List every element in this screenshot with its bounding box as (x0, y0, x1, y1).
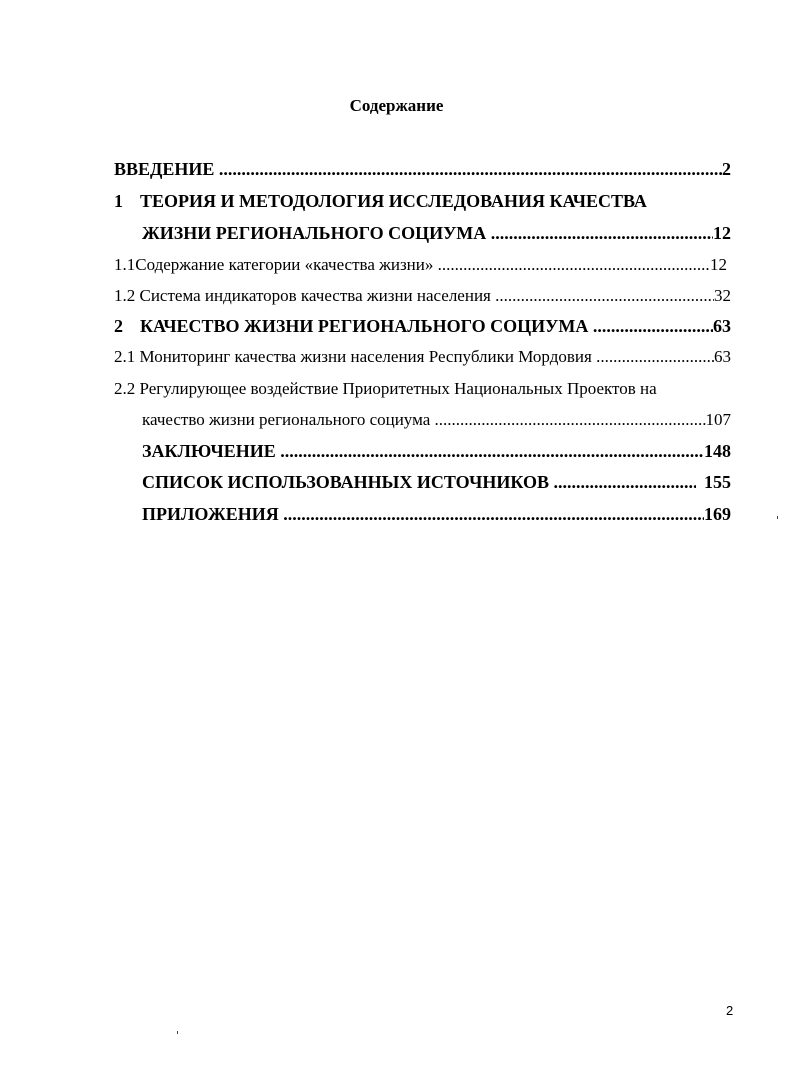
toc-entry-label: ТЕОРИЯ И МЕТОДОЛОГИЯ ИССЛЕДОВАНИЯ КАЧЕСТВА (140, 191, 647, 211)
toc-leader (588, 314, 713, 338)
toc-page-number: 12 (713, 223, 731, 243)
toc-page-number: 32 (714, 286, 731, 305)
toc-entry-section-1-1[interactable] (114, 253, 727, 277)
scan-speck (777, 516, 778, 519)
toc-entry-label-wrap (114, 314, 588, 338)
toc-entry-chapter-1-line1[interactable] (114, 189, 647, 213)
toc-leader (592, 345, 714, 369)
toc-entry-conclusion[interactable] (142, 439, 731, 463)
toc-entry-label: КАЧЕСТВО ЖИЗНИ РЕГИОНАЛЬНОГО СОЦИУМА (140, 316, 589, 336)
toc-entry-label: качество жизни регионального социума (142, 410, 431, 429)
toc-entry-intro[interactable] (114, 157, 731, 181)
toc-entry-label: ЗАКЛЮЧЕНИЕ (142, 441, 276, 461)
toc-page-number: 63 (714, 347, 731, 366)
toc-leader (433, 253, 710, 277)
toc-entry-label: 1.1Содержание категории «качества жизни» (114, 255, 434, 274)
toc-leader (491, 284, 714, 308)
toc-entry-label: 2.1 Мониторинг качества жизни населения Республики Мордовия (114, 347, 592, 366)
toc-leader (214, 157, 722, 181)
toc-entry-label: ВВЕДЕНИЕ (114, 159, 215, 179)
toc-page-number: 155 (704, 472, 731, 492)
toc-entry-appendix[interactable] (142, 502, 731, 526)
toc-entry-section-2-2[interactable] (142, 408, 731, 432)
toc-page-number: 63 (713, 316, 731, 336)
toc-leader (430, 408, 705, 432)
toc-leader (486, 221, 713, 245)
toc-entry-chapter-1[interactable] (142, 221, 731, 245)
scan-speck (177, 1031, 178, 1034)
toc-entry-chapter-2[interactable] (114, 314, 731, 338)
toc-entry-label: СПИСОК ИСПОЛЬЗОВАННЫХ ИСТОЧНИКОВ (142, 472, 549, 492)
toc-chapter-number: 2 (114, 316, 123, 336)
toc-page-number: 2 (722, 159, 731, 179)
toc-leader (276, 439, 704, 463)
toc-page-number: 169 (704, 504, 731, 524)
toc-entry-section-2-2-line1[interactable]: 2.2 Регулирующее воздействие Приоритетных Национальных Проектов на (114, 379, 657, 398)
toc-entry-label: ЖИЗНИ РЕГИОНАЛЬНОГО СОЦИУМА (142, 223, 487, 243)
toc-page-number: 107 (705, 410, 731, 429)
toc-entry-section-2-1[interactable] (114, 345, 731, 369)
toc-leader (549, 470, 696, 494)
page-number: 2 (726, 1003, 734, 1018)
toc-leader (279, 502, 704, 526)
page-title: Содержание (349, 96, 444, 115)
toc-chapter-number: 1 (114, 191, 123, 211)
toc-entry-label: 1.2 Система индикаторов качества жизни населения (114, 286, 491, 305)
toc-entry-sources[interactable] (142, 470, 731, 494)
toc-page-number: 12 (710, 255, 727, 274)
toc-page-number: 148 (704, 441, 731, 461)
toc-entry-label: ПРИЛОЖЕНИЯ (142, 504, 279, 524)
toc-entry-section-1-2[interactable] (114, 284, 731, 308)
